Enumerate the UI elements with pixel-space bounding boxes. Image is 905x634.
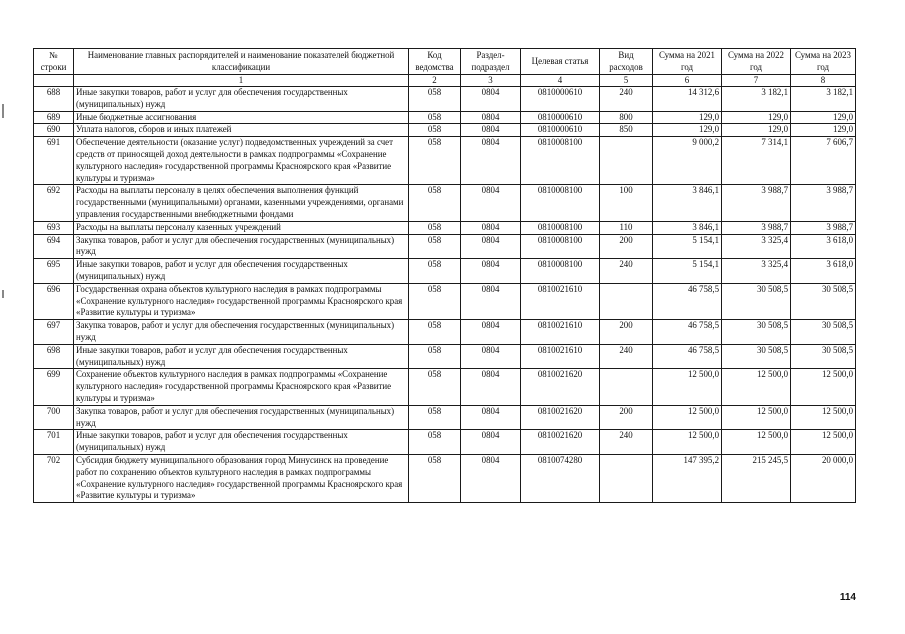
dept-code-cell: 058 — [409, 344, 461, 369]
row-number-cell: 699 — [34, 369, 74, 405]
table-row — [34, 283, 856, 319]
row-number-cell: 689 — [34, 111, 74, 124]
sum-2023-cell: 30 508,5 — [791, 283, 856, 319]
sum-2021-cell: 5 154,1 — [653, 259, 722, 284]
target-article-cell: 0810000610 — [521, 111, 600, 124]
row-number-cell: 695 — [34, 259, 74, 284]
sum-2023-cell: 12 500,0 — [791, 430, 856, 455]
expense-type-cell: 800 — [600, 111, 653, 124]
expense-type-cell: 100 — [600, 185, 653, 221]
target-article-cell: 0810008100 — [521, 259, 600, 284]
header-expense-type: Вид расходов — [600, 49, 653, 75]
sum-2022-cell: 7 314,1 — [722, 137, 791, 185]
header-sum-2022: Сумма на 2022 год — [722, 49, 791, 75]
section-cell: 0804 — [461, 111, 521, 124]
sum-2022-cell: 30 508,5 — [722, 283, 791, 319]
table-row — [34, 234, 856, 259]
expense-type-cell: 850 — [600, 124, 653, 137]
row-number-cell: 690 — [34, 124, 74, 137]
dept-code-cell: 058 — [409, 259, 461, 284]
target-article-cell: 0810021610 — [521, 283, 600, 319]
section-cell: 0804 — [461, 87, 521, 112]
table-row — [34, 344, 856, 369]
target-article-cell: 0810008100 — [521, 185, 600, 221]
header-dept-code: Код ведомства — [409, 49, 461, 75]
header-row-number: № строки — [34, 49, 74, 75]
expense-type-cell: 240 — [600, 430, 653, 455]
sum-2021-cell: 46 758,5 — [653, 344, 722, 369]
section-cell: 0804 — [461, 185, 521, 221]
row-number-cell: 700 — [34, 405, 74, 430]
column-number: 8 — [791, 75, 856, 87]
section-cell: 0804 — [461, 283, 521, 319]
expense-type-cell: 200 — [600, 234, 653, 259]
header-target-article: Целевая статья — [521, 49, 600, 75]
table-row — [34, 369, 856, 405]
row-number-cell: 692 — [34, 185, 74, 221]
target-article-cell: 0810000610 — [521, 87, 600, 112]
sum-2022-cell: 3 988,7 — [722, 221, 791, 234]
header-sum-2021: Сумма на 2021 год — [653, 49, 722, 75]
table-row — [34, 405, 856, 430]
section-cell: 0804 — [461, 234, 521, 259]
header-section: Раздел-подраздел — [461, 49, 521, 75]
row-number-cell: 698 — [34, 344, 74, 369]
expense-type-cell — [600, 369, 653, 405]
dept-code-cell: 058 — [409, 221, 461, 234]
sum-2023-cell: 3 182,1 — [791, 87, 856, 112]
sum-2023-cell: 3 618,0 — [791, 234, 856, 259]
sum-2023-cell: 12 500,0 — [791, 405, 856, 430]
sum-2023-cell: 20 000,0 — [791, 454, 856, 502]
name-cell: Иные закупки товаров, работ и услуг для обеспечения государственных (муниципальных) нужд — [74, 430, 409, 455]
sum-2022-cell: 3 325,4 — [722, 259, 791, 284]
table-row — [34, 185, 856, 221]
sum-2023-cell: 129,0 — [791, 111, 856, 124]
section-cell: 0804 — [461, 344, 521, 369]
section-cell: 0804 — [461, 259, 521, 284]
dept-code-cell: 058 — [409, 405, 461, 430]
budget-table — [33, 48, 856, 503]
sum-2023-cell: 3 988,7 — [791, 221, 856, 234]
sum-2023-cell: 30 508,5 — [791, 320, 856, 345]
column-number: 4 — [521, 75, 600, 87]
sum-2021-cell: 46 758,5 — [653, 283, 722, 319]
section-cell: 0804 — [461, 221, 521, 234]
sum-2021-cell: 147 395,2 — [653, 454, 722, 502]
sum-2022-cell: 3 182,1 — [722, 87, 791, 112]
table-row — [34, 259, 856, 284]
row-number-cell: 688 — [34, 87, 74, 112]
section-cell: 0804 — [461, 405, 521, 430]
table-row — [34, 87, 856, 112]
dept-code-cell: 058 — [409, 283, 461, 319]
page-number: 114 — [839, 592, 856, 603]
sum-2021-cell: 5 154,1 — [653, 234, 722, 259]
expense-type-cell — [600, 137, 653, 185]
sum-2022-cell: 3 325,4 — [722, 234, 791, 259]
sum-2023-cell: 7 606,7 — [791, 137, 856, 185]
column-number: 1 — [74, 75, 409, 87]
target-article-cell: 0810021610 — [521, 320, 600, 345]
row-number-cell: 696 — [34, 283, 74, 319]
name-cell: Закупка товаров, работ и услуг для обеспечения государственных (муниципальных) нужд — [74, 405, 409, 430]
name-cell: Расходы на выплаты персоналу казенных учреждений — [74, 221, 409, 234]
section-cell: 0804 — [461, 430, 521, 455]
expense-type-cell: 240 — [600, 87, 653, 112]
sum-2021-cell: 129,0 — [653, 124, 722, 137]
sum-2023-cell: 3 618,0 — [791, 259, 856, 284]
expense-type-cell: 240 — [600, 259, 653, 284]
sum-2022-cell: 3 988,7 — [722, 185, 791, 221]
table-row — [34, 430, 856, 455]
target-article-cell: 0810021620 — [521, 369, 600, 405]
sum-2021-cell: 3 846,1 — [653, 221, 722, 234]
target-article-cell: 0810021620 — [521, 430, 600, 455]
section-cell: 0804 — [461, 137, 521, 185]
name-cell: Иные закупки товаров, работ и услуг для обеспечения государственных (муниципальных) нужд — [74, 344, 409, 369]
sum-2023-cell: 12 500,0 — [791, 369, 856, 405]
sum-2023-cell: 30 508,5 — [791, 344, 856, 369]
row-number-cell: 701 — [34, 430, 74, 455]
sum-2022-cell: 12 500,0 — [722, 369, 791, 405]
row-number-cell: 694 — [34, 234, 74, 259]
row-number-cell: 702 — [34, 454, 74, 502]
sum-2021-cell: 12 500,0 — [653, 405, 722, 430]
column-number: 7 — [722, 75, 791, 87]
target-article-cell: 0810021620 — [521, 405, 600, 430]
sum-2021-cell: 3 846,1 — [653, 185, 722, 221]
column-number: 5 — [600, 75, 653, 87]
table-row — [34, 454, 856, 502]
expense-type-cell: 200 — [600, 320, 653, 345]
scan-margin-mark — [2, 104, 4, 118]
column-number: 6 — [653, 75, 722, 87]
column-number-row — [34, 75, 856, 87]
name-cell: Закупка товаров, работ и услуг для обеспечения государственных (муниципальных) нужд — [74, 320, 409, 345]
header-name: Наименование главных распорядителей и наименование показателей бюджетной классификации — [74, 49, 409, 75]
sum-2022-cell: 129,0 — [722, 124, 791, 137]
target-article-cell: 0810000610 — [521, 124, 600, 137]
table-row — [34, 320, 856, 345]
sum-2021-cell: 14 312,6 — [653, 87, 722, 112]
table-row — [34, 111, 856, 124]
dept-code-cell: 058 — [409, 320, 461, 345]
row-number-cell: 691 — [34, 137, 74, 185]
sum-2021-cell: 129,0 — [653, 111, 722, 124]
section-cell: 0804 — [461, 124, 521, 137]
target-article-cell: 0810021610 — [521, 344, 600, 369]
sum-2022-cell: 12 500,0 — [722, 405, 791, 430]
name-cell: Расходы на выплаты персоналу в целях обеспечения выполнения функций государственными (муниципальными) органами, казенными учреждениями, органами управления государственными внебюджетными фондами — [74, 185, 409, 221]
row-number-cell: 697 — [34, 320, 74, 345]
name-cell: Иные закупки товаров, работ и услуг для обеспечения государственных (муниципальных) нужд — [74, 259, 409, 284]
sum-2021-cell: 46 758,5 — [653, 320, 722, 345]
name-cell: Сохранение объектов культурного наследия в рамках подпрограммы «Сохранение культурного наследия» государственной программы Красноярского края «Развитие культуры и туризма» — [74, 369, 409, 405]
dept-code-cell: 058 — [409, 234, 461, 259]
dept-code-cell: 058 — [409, 430, 461, 455]
name-cell: Уплата налогов, сборов и иных платежей — [74, 124, 409, 137]
target-article-cell: 0810008100 — [521, 234, 600, 259]
expense-type-cell: 240 — [600, 344, 653, 369]
column-number: 3 — [461, 75, 521, 87]
sum-2022-cell: 30 508,5 — [722, 320, 791, 345]
sum-2021-cell: 12 500,0 — [653, 369, 722, 405]
dept-code-cell: 058 — [409, 185, 461, 221]
row-number-cell: 693 — [34, 221, 74, 234]
name-cell: Иные закупки товаров, работ и услуг для обеспечения государственных (муниципальных) нужд — [74, 87, 409, 112]
table-header-row — [34, 49, 856, 75]
sum-2021-cell: 12 500,0 — [653, 430, 722, 455]
section-cell: 0804 — [461, 320, 521, 345]
column-number: 2 — [409, 75, 461, 87]
dept-code-cell: 058 — [409, 124, 461, 137]
expense-type-cell — [600, 283, 653, 319]
name-cell: Обеспечение деятельности (оказание услуг) подведомственных учреждений за счет средств от приносящей доход деятельности в рамках подпрограммы «Сохранение культурного наследия» государственной программы Красноярского края «Развитие культуры и туризма» — [74, 137, 409, 185]
column-number — [34, 75, 74, 87]
target-article-cell: 0810008100 — [521, 137, 600, 185]
name-cell: Иные бюджетные ассигнования — [74, 111, 409, 124]
dept-code-cell: 058 — [409, 87, 461, 112]
sum-2022-cell: 12 500,0 — [722, 430, 791, 455]
scan-margin-mark — [2, 290, 4, 298]
expense-type-cell: 110 — [600, 221, 653, 234]
sum-2022-cell: 30 508,5 — [722, 344, 791, 369]
target-article-cell: 0810008100 — [521, 221, 600, 234]
expense-type-cell: 200 — [600, 405, 653, 430]
sum-2022-cell: 215 245,5 — [722, 454, 791, 502]
section-cell: 0804 — [461, 369, 521, 405]
table-row — [34, 221, 856, 234]
name-cell: Закупка товаров, работ и услуг для обеспечения государственных (муниципальных) нужд — [74, 234, 409, 259]
section-cell: 0804 — [461, 454, 521, 502]
table-row — [34, 137, 856, 185]
name-cell: Государственная охрана объектов культурного наследия в рамках подпрограммы «Сохранение культурного наследия» государственной программы Красноярского края «Развитие культуры и туризма» — [74, 283, 409, 319]
sum-2023-cell: 129,0 — [791, 124, 856, 137]
dept-code-cell: 058 — [409, 454, 461, 502]
expense-type-cell — [600, 454, 653, 502]
header-sum-2023: Сумма на 2023 год — [791, 49, 856, 75]
sum-2023-cell: 3 988,7 — [791, 185, 856, 221]
table-row — [34, 124, 856, 137]
dept-code-cell: 058 — [409, 137, 461, 185]
target-article-cell: 0810074280 — [521, 454, 600, 502]
sum-2022-cell: 129,0 — [722, 111, 791, 124]
dept-code-cell: 058 — [409, 111, 461, 124]
name-cell: Субсидия бюджету муниципального образования город Минусинск на проведение работ по сохранению объектов культурного наследия в рамках подпрограммы «Сохранение культурного наследия» государственной программы Красноярского края «Развитие культуры и туризма» — [74, 454, 409, 502]
dept-code-cell: 058 — [409, 369, 461, 405]
table-body — [34, 87, 856, 503]
sum-2021-cell: 9 000,2 — [653, 137, 722, 185]
